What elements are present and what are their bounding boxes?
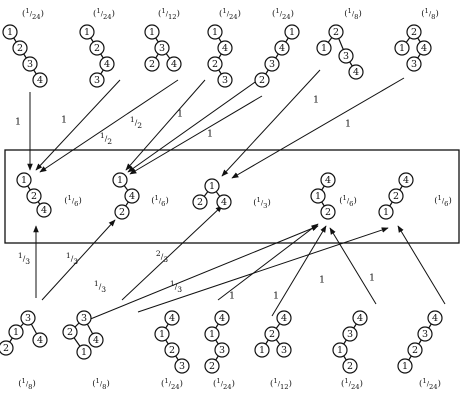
svg-text:4: 4 <box>431 313 439 324</box>
tree-node <box>265 57 279 71</box>
svg-text:3: 3 <box>178 361 186 372</box>
svg-text:4: 4 <box>280 313 288 324</box>
tree-node <box>33 73 47 87</box>
svg-text:4: 4 <box>220 197 228 208</box>
tree-node <box>155 41 169 55</box>
tree-node <box>3 25 17 39</box>
svg-text:1: 1 <box>208 181 216 192</box>
transition-probability-label: 1 <box>272 290 280 302</box>
tree-node <box>215 311 229 325</box>
tree-node <box>208 25 222 39</box>
transition-probability-label: 1 <box>176 108 184 120</box>
transition-probability-label: 1 <box>60 114 68 126</box>
tree-node <box>317 41 331 55</box>
svg-text:4: 4 <box>92 335 100 346</box>
svg-text:4: 4 <box>218 313 226 324</box>
bottom-tree <box>398 311 442 373</box>
tree-node <box>311 189 325 203</box>
svg-text:4: 4 <box>221 43 229 54</box>
svg-text:2: 2 <box>93 43 101 54</box>
svg-text:3: 3 <box>342 51 350 62</box>
bottom-tree-probability: ($^1_{/8}$) <box>18 377 36 391</box>
svg-text:4: 4 <box>356 313 364 324</box>
bottom-tree-probability: ($^1_{/8}$) <box>92 377 110 391</box>
svg-text:1: 1 <box>382 207 390 218</box>
tree-node <box>255 73 269 87</box>
transition-probability-label: $^1_{/2}$ <box>129 114 143 130</box>
svg-text:1: 1 <box>401 361 409 372</box>
top-tree <box>208 25 232 87</box>
svg-text:2: 2 <box>332 27 340 38</box>
tree-node <box>208 57 222 71</box>
tree-node <box>343 359 357 373</box>
svg-text:1: 1 <box>320 43 328 54</box>
svg-text:2: 2 <box>411 345 419 356</box>
tree-node <box>398 359 412 373</box>
bottom-tree-probability: ($^1_{/12}$) <box>270 377 292 391</box>
transition-arrow <box>232 78 404 178</box>
svg-text:4: 4 <box>36 75 44 86</box>
svg-text:1: 1 <box>211 27 219 38</box>
middle-tree <box>311 173 335 219</box>
tree-node <box>255 343 269 357</box>
tree-node <box>21 311 35 325</box>
transition-arrow <box>222 70 320 176</box>
transition-probability-label: 1 <box>206 128 214 140</box>
transition-probability-label: $^1_{/3}$ <box>17 250 31 266</box>
bottom-tree <box>255 311 291 357</box>
tree-node <box>277 343 291 357</box>
top-tree-probability: ($^1_{/24}$) <box>219 7 241 21</box>
tree-node <box>90 41 104 55</box>
tree-node <box>395 41 409 55</box>
transition-arrows <box>30 70 445 320</box>
middle-tree-probability: ($^1_{/6}$) <box>151 194 169 208</box>
svg-text:2: 2 <box>118 207 126 218</box>
transition-arrow <box>398 226 445 304</box>
tree-node <box>27 189 41 203</box>
tree-node <box>165 311 179 325</box>
svg-text:3: 3 <box>280 345 288 356</box>
tree-node <box>165 343 179 357</box>
transition-arrow <box>36 80 120 170</box>
transition-probability-label: $^2_{/3}$ <box>155 248 169 264</box>
transition-probability-label: 1 <box>312 94 320 106</box>
tree-node <box>418 327 432 341</box>
transition-arrow <box>88 226 318 320</box>
bottom-tree <box>63 311 103 359</box>
tree-node <box>205 179 219 193</box>
tree-node <box>408 343 422 357</box>
transition-arrow <box>272 226 326 316</box>
bottom-row-trees <box>0 311 442 391</box>
svg-text:2: 2 <box>168 345 176 356</box>
tree-node <box>417 41 431 55</box>
tree-node <box>100 57 114 71</box>
top-row-trees <box>3 7 439 87</box>
tree-node <box>115 205 129 219</box>
tree-node <box>399 173 413 187</box>
svg-text:2: 2 <box>392 191 400 202</box>
transition-probability-label: $^1_{/3}$ <box>65 250 79 266</box>
tree-node <box>389 189 403 203</box>
svg-text:4: 4 <box>170 59 178 70</box>
bottom-tree <box>205 311 229 373</box>
svg-text:4: 4 <box>420 43 428 54</box>
transition-probability-label: $^1_{/2}$ <box>99 130 113 146</box>
middle-tree-probability: ($^1_{/6}$) <box>339 194 357 208</box>
svg-text:2: 2 <box>66 327 74 338</box>
svg-text:2: 2 <box>16 43 24 54</box>
tree-node <box>329 25 343 39</box>
transition-probability-label: 1 <box>228 290 236 302</box>
tree-node <box>77 345 91 359</box>
svg-text:3: 3 <box>268 59 276 70</box>
middle-row-trees <box>17 173 452 219</box>
svg-text:4: 4 <box>168 313 176 324</box>
tree-node <box>407 57 421 71</box>
middle-tree-probability: ($^1_{/6}$) <box>64 194 82 208</box>
transition-probability-label: 1 <box>368 272 376 284</box>
svg-text:1: 1 <box>83 27 91 38</box>
svg-text:3: 3 <box>26 59 34 70</box>
middle-tree <box>17 173 51 217</box>
svg-text:1: 1 <box>208 329 216 340</box>
top-tree <box>395 25 431 71</box>
tree-node <box>407 25 421 39</box>
tree-node <box>125 189 139 203</box>
tree-node <box>145 57 159 71</box>
top-tree-probability: ($^1_{/8}$) <box>344 7 362 21</box>
svg-text:2: 2 <box>196 197 204 208</box>
svg-text:4: 4 <box>324 175 332 186</box>
tree-node <box>217 195 231 209</box>
middle-tree-probability: ($^1_{/3}$) <box>253 196 271 210</box>
svg-text:4: 4 <box>36 335 44 346</box>
bottom-tree-probability: ($^1_{/24}$) <box>341 377 363 391</box>
svg-text:4: 4 <box>278 43 286 54</box>
svg-text:1: 1 <box>12 327 20 338</box>
transition-arrow <box>138 228 388 312</box>
svg-text:1: 1 <box>20 175 28 186</box>
tree-node <box>285 25 299 39</box>
top-tree-probability: ($^1_{/24}$) <box>272 7 294 21</box>
tree-node <box>265 327 279 341</box>
tree-node <box>193 195 207 209</box>
svg-text:1: 1 <box>116 175 124 186</box>
top-tree <box>317 25 363 79</box>
middle-tree <box>113 173 139 219</box>
tree-node <box>17 173 31 187</box>
top-tree <box>145 25 181 71</box>
tree-node <box>90 73 104 87</box>
svg-text:2: 2 <box>148 59 156 70</box>
tree-node <box>63 325 77 339</box>
transition-probability-label: 1 <box>14 116 22 128</box>
transition-probability-label: $^1_{/3}$ <box>93 278 107 294</box>
top-tree-probability: ($^1_{/24}$) <box>22 7 44 21</box>
tree-node <box>77 311 91 325</box>
bottom-tree-probability: ($^1_{/24}$) <box>419 377 441 391</box>
svg-text:3: 3 <box>24 313 32 324</box>
tree-node <box>277 311 291 325</box>
svg-text:1: 1 <box>398 43 406 54</box>
tree-node <box>37 203 51 217</box>
tree-node <box>205 327 219 341</box>
tree-node <box>321 173 335 187</box>
top-tree-probability: ($^1_{/12}$) <box>158 7 180 21</box>
svg-text:2: 2 <box>30 191 38 202</box>
svg-text:3: 3 <box>218 345 226 356</box>
bottom-tree <box>0 311 47 355</box>
svg-text:4: 4 <box>103 59 111 70</box>
tree-node <box>89 333 103 347</box>
svg-text:3: 3 <box>80 313 88 324</box>
top-tree <box>3 25 47 87</box>
tree-node <box>215 343 229 357</box>
tree-node <box>333 343 347 357</box>
tree-node <box>353 311 367 325</box>
svg-text:4: 4 <box>352 67 360 78</box>
svg-text:2: 2 <box>211 59 219 70</box>
tree-node <box>349 65 363 79</box>
top-tree-probability: ($^1_{/24}$) <box>93 7 115 21</box>
tree-node <box>205 359 219 373</box>
top-tree-probability: ($^1_{/8}$) <box>421 7 439 21</box>
svg-text:1: 1 <box>80 347 88 358</box>
tree-node <box>80 25 94 39</box>
middle-tree <box>193 179 231 209</box>
svg-text:1: 1 <box>148 27 156 38</box>
svg-text:2: 2 <box>410 27 418 38</box>
svg-text:1: 1 <box>336 345 344 356</box>
svg-text:1: 1 <box>158 329 166 340</box>
tree-node <box>0 341 13 355</box>
svg-text:3: 3 <box>346 329 354 340</box>
tree-node <box>23 57 37 71</box>
svg-text:4: 4 <box>40 205 48 216</box>
bottom-tree <box>333 311 367 373</box>
tree-node <box>218 41 232 55</box>
svg-text:3: 3 <box>158 43 166 54</box>
tree-node <box>175 359 189 373</box>
tree-node <box>321 205 335 219</box>
svg-text:2: 2 <box>324 207 332 218</box>
transition-probability-label: 1 <box>344 118 352 130</box>
middle-tree-probability: ($^1_{/6}$) <box>434 194 452 208</box>
svg-text:1: 1 <box>314 191 322 202</box>
transition-probability-label: $^1_{/3}$ <box>169 278 183 294</box>
top-tree <box>255 25 299 87</box>
svg-text:3: 3 <box>410 59 418 70</box>
middle-tree <box>379 173 413 219</box>
transition-probability-label: 1 <box>318 274 326 286</box>
tree-node <box>13 41 27 55</box>
bottom-tree <box>155 311 189 373</box>
tree-node <box>33 333 47 347</box>
transition-arrow <box>130 96 262 174</box>
svg-text:2: 2 <box>258 75 266 86</box>
tree-node <box>145 25 159 39</box>
bottom-tree-probability: ($^1_{/24}$) <box>161 377 183 391</box>
tree-node <box>9 325 23 339</box>
tree-node <box>343 327 357 341</box>
svg-text:3: 3 <box>93 75 101 86</box>
tree-node <box>155 327 169 341</box>
transition-arrow <box>218 224 318 300</box>
top-tree <box>80 25 114 87</box>
tree-node <box>428 311 442 325</box>
svg-text:3: 3 <box>221 75 229 86</box>
tree-node <box>379 205 393 219</box>
tree-node <box>113 173 127 187</box>
svg-text:2: 2 <box>208 361 216 372</box>
bottom-tree-probability: ($^1_{/24}$) <box>213 377 235 391</box>
tree-node <box>275 41 289 55</box>
svg-text:1: 1 <box>258 345 266 356</box>
svg-text:1: 1 <box>6 27 14 38</box>
tree-node <box>167 57 181 71</box>
tree-node <box>339 49 353 63</box>
svg-text:2: 2 <box>346 361 354 372</box>
svg-text:3: 3 <box>421 329 429 340</box>
svg-text:1: 1 <box>288 27 296 38</box>
svg-text:4: 4 <box>402 175 410 186</box>
svg-text:2: 2 <box>268 329 276 340</box>
svg-text:4: 4 <box>128 191 136 202</box>
tree-node <box>218 73 232 87</box>
svg-text:2: 2 <box>2 343 10 354</box>
